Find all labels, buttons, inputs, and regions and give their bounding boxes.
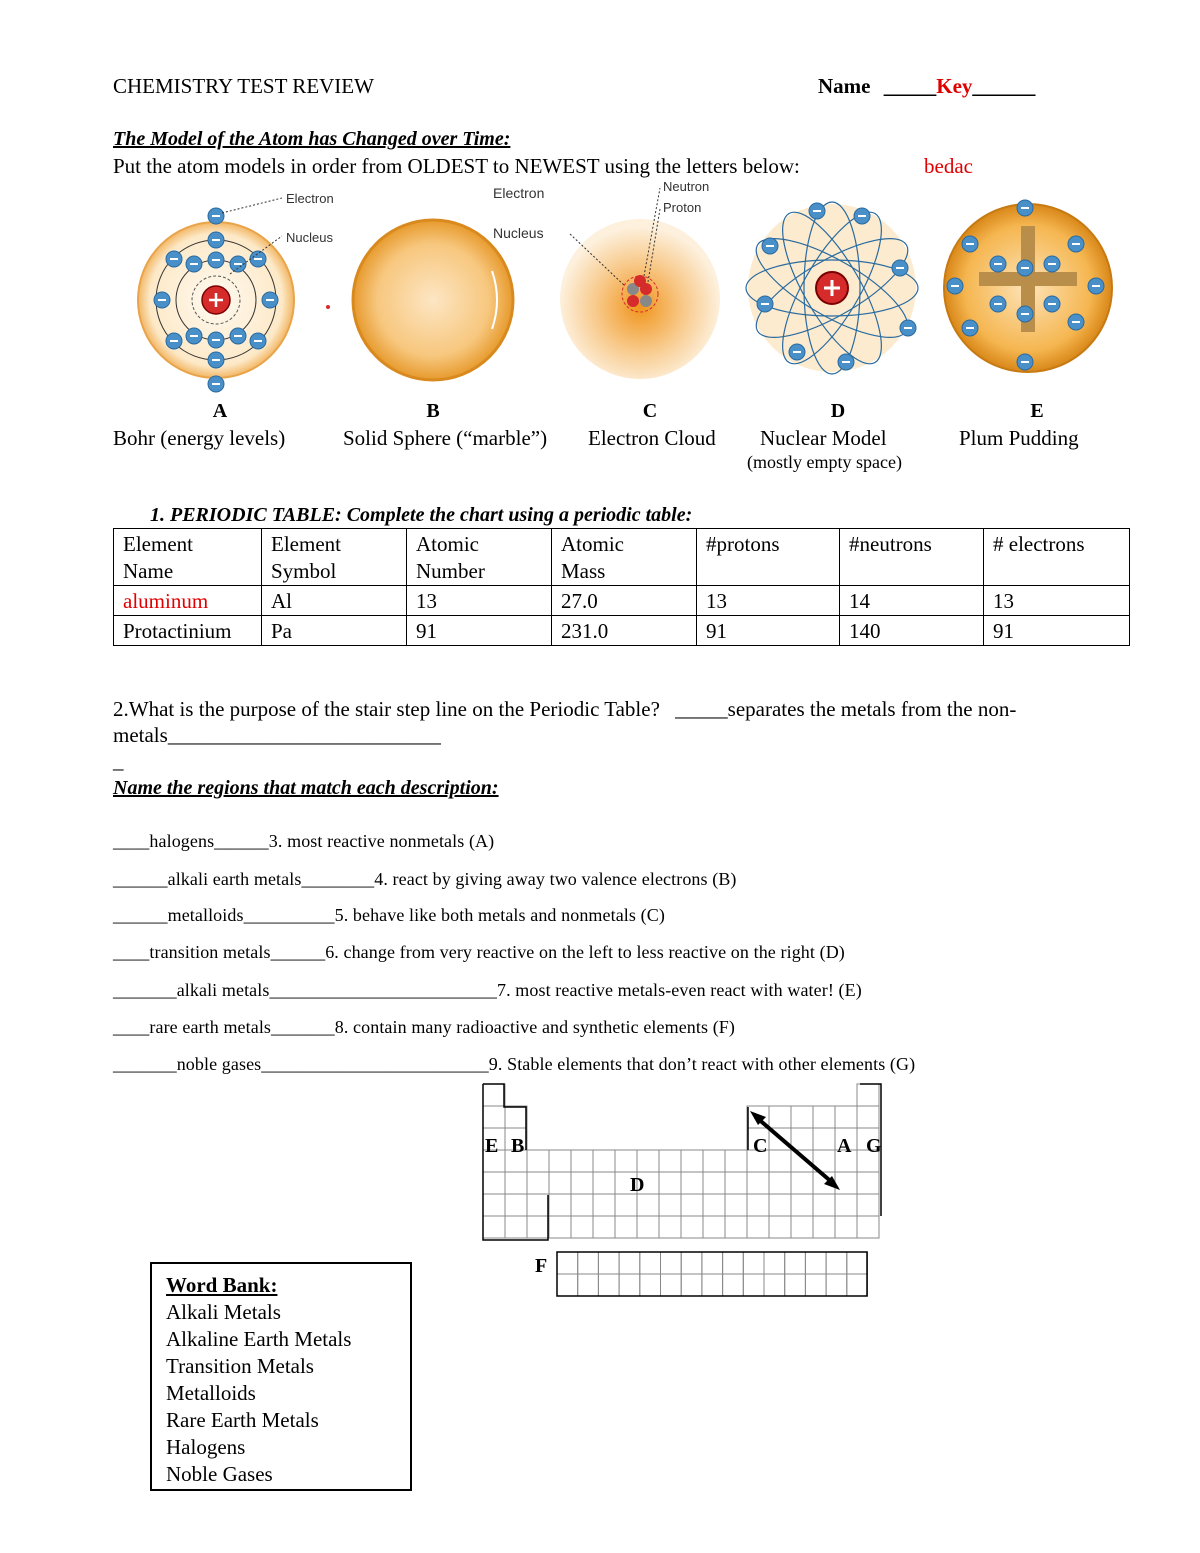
- header-cell: Atomic Mass: [552, 529, 697, 586]
- region-description: 5. behave like both metals and nonmetals (C): [334, 905, 665, 925]
- region-item-8: [113, 1017, 735, 1038]
- table-cell: 140: [840, 616, 984, 646]
- solid-sphere-icon: [326, 220, 513, 380]
- region-answer: ______alkali earth metals________: [113, 869, 375, 889]
- question-2-answer: _____separates the metals from the non-: [675, 697, 1017, 721]
- header-cell: #protons: [697, 529, 840, 586]
- word-bank-item: Alkaline Earth Metals: [166, 1327, 352, 1351]
- region-c-label: C: [753, 1135, 768, 1157]
- header-cell: # electrons: [984, 529, 1130, 586]
- header-cell: Element Symbol: [262, 529, 407, 586]
- name-blank-right: ______: [972, 74, 1036, 98]
- model-e-caption: Plum Pudding: [959, 426, 1079, 450]
- model-c-letter: C: [642, 400, 658, 422]
- model-d-caption: Nuclear Model: [760, 426, 887, 450]
- model-b-letter: B: [426, 400, 440, 422]
- region-b-label: B: [511, 1135, 525, 1157]
- atom-order-answer: bedac: [924, 154, 973, 178]
- word-bank-item: Halogens: [166, 1435, 246, 1459]
- name-blank-left: _____: [883, 74, 937, 98]
- name-field: [818, 74, 1035, 99]
- table-cell: 91: [697, 616, 840, 646]
- word-bank-item: Rare Earth Metals: [166, 1408, 319, 1432]
- plum-pudding-icon: [944, 200, 1112, 372]
- c-proton-label: Proton: [663, 200, 702, 215]
- periodic-table-outline: [480, 1082, 890, 1302]
- region-answer: ______metalloids__________: [113, 905, 335, 925]
- table-cell: 231.0: [552, 616, 697, 646]
- table-cell: 13: [697, 586, 840, 616]
- word-bank-item: Transition Metals: [166, 1354, 314, 1378]
- a-electron-label: Electron: [286, 191, 334, 206]
- table-cell: 14: [840, 586, 984, 616]
- word-bank-title: Word Bank:: [166, 1273, 278, 1297]
- electron-cloud-icon: [493, 179, 720, 379]
- model-d-subcaption: (mostly empty space): [747, 452, 902, 472]
- region-description: 7. most reactive metals-even react with water! (E): [496, 980, 862, 1000]
- table-cell: 13: [407, 586, 552, 616]
- region-f-label: F: [535, 1255, 548, 1277]
- table-cell: Protactinium: [114, 616, 262, 646]
- question-2-line3: _: [113, 749, 124, 773]
- name-label: Name: [818, 74, 871, 98]
- model-b-caption: Solid Sphere (“marble”): [343, 426, 548, 450]
- header-cell: Element Name: [114, 529, 262, 586]
- region-item-3: [113, 831, 494, 852]
- region-item-7: [113, 980, 862, 1001]
- c-electron-label: Electron: [493, 185, 545, 201]
- question-2: [113, 697, 1016, 722]
- model-a-caption: Bohr (energy levels): [113, 426, 286, 450]
- region-g-label: G: [866, 1135, 882, 1157]
- header-cell: #neutrons: [840, 529, 984, 586]
- name-value: Key: [936, 74, 973, 98]
- table-row: [114, 616, 1130, 646]
- region-description: 4. react by giving away two valence electrons (B): [374, 869, 737, 889]
- region-answer: ____rare earth metals_______: [113, 1017, 335, 1037]
- regions-heading: Name the regions that match each description:: [113, 777, 499, 799]
- word-bank-item: Metalloids: [166, 1381, 256, 1405]
- word-bank: [150, 1262, 412, 1491]
- header-cell: Atomic Number: [407, 529, 552, 586]
- table-row: [114, 586, 1130, 616]
- page-title: CHEMISTRY TEST REVIEW: [113, 74, 374, 98]
- region-description: 9. Stable elements that don’t react with other elements (G): [488, 1054, 916, 1074]
- region-a-label: A: [837, 1135, 852, 1157]
- model-c-caption: Electron Cloud: [588, 426, 716, 450]
- element-chart: [113, 528, 1130, 646]
- word-bank-item: Noble Gases: [166, 1462, 273, 1486]
- table-cell: 91: [407, 616, 552, 646]
- atom-instruction: Put the atom models in order from OLDEST to NEWEST using the letters below:: [113, 154, 800, 178]
- c-neutron-label: Neutron: [663, 179, 710, 194]
- periodic-table-heading: 1. PERIODIC TABLE: Complete the chart using a periodic table:: [150, 504, 693, 526]
- c-nucleus-label: Nucleus: [493, 225, 544, 241]
- element-chart-header-row: [114, 529, 1130, 586]
- model-a-letter: A: [212, 400, 228, 422]
- region-answer: ____transition metals______: [113, 942, 326, 962]
- model-d-letter: D: [830, 400, 846, 422]
- region-description: 3. most reactive nonmetals (A): [268, 831, 495, 851]
- bohr-atom-icon: [138, 191, 334, 392]
- nuclear-model-icon: [744, 200, 921, 377]
- atom-section-heading: The Model of the Atom has Changed over Time:: [113, 128, 511, 150]
- region-item-9: [113, 1054, 915, 1075]
- table-cell: Pa: [262, 616, 407, 646]
- region-description: 8. contain many radioactive and synthetic elements (F): [334, 1017, 736, 1037]
- region-item-5: [113, 905, 665, 926]
- table-cell: 27.0: [552, 586, 697, 616]
- word-bank-item: Alkali Metals: [166, 1300, 281, 1324]
- model-e-letter: E: [1030, 400, 1044, 422]
- region-answer: _______noble gases_________________________: [113, 1054, 489, 1074]
- question-2-prompt: 2.What is the purpose of the stair step line on the Periodic Table?: [113, 697, 660, 721]
- question-2-line2: metals__________________________: [113, 723, 441, 747]
- table-cell: 91: [984, 616, 1130, 646]
- atom-models-illustration: [100, 176, 1120, 396]
- table-cell: aluminum: [114, 586, 262, 616]
- table-cell: Al: [262, 586, 407, 616]
- region-item-6: [113, 942, 845, 963]
- region-item-4: [113, 869, 737, 890]
- region-e-label: E: [485, 1135, 499, 1157]
- region-d-label: D: [630, 1174, 645, 1196]
- a-nucleus-label: Nucleus: [286, 230, 333, 245]
- region-description: 6. change from very reactive on the left to less reactive on the right (D): [325, 942, 845, 962]
- table-cell: 13: [984, 586, 1130, 616]
- region-answer: _______alkali metals_________________________: [113, 980, 497, 1000]
- region-answer: ____halogens______: [113, 831, 269, 851]
